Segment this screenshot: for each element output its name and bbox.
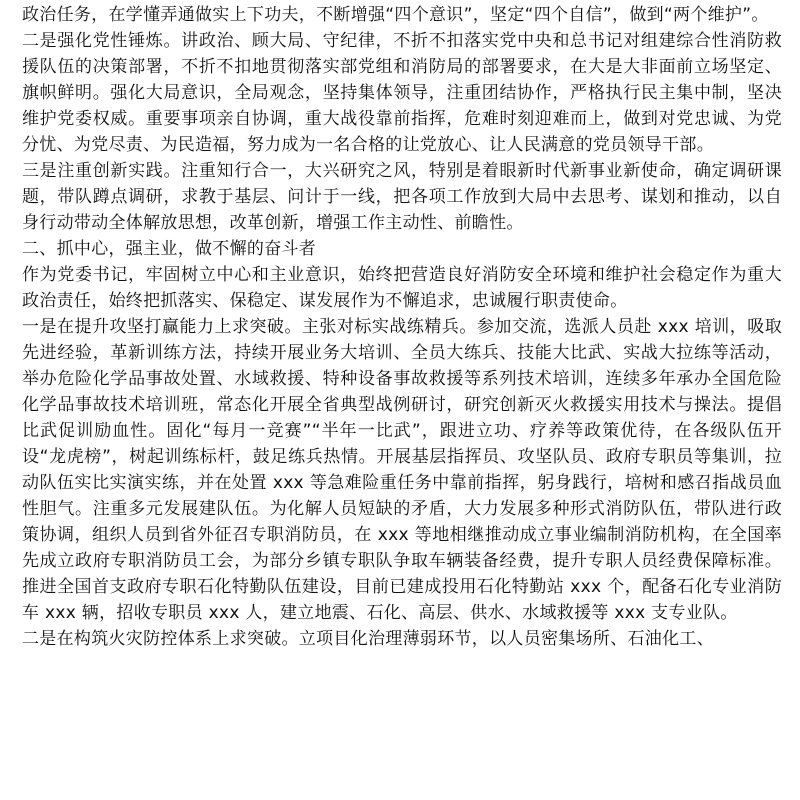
paragraph-innovation-practice: 三是注重创新实践。注重知行合一，大兴研究之风，特别是着眼新时代新事业新使命，确定调研课题，带队蹲点调研，求教于基层、问计于一线，把各项工作放到大局中去思考、谋划和推动，以自身行动带动全体解放思想，改革创新，增强工作主动性、前瞻性。 [22, 161, 782, 233]
section-heading: 二、抓中心，强主业，做不懈的奋斗者 [22, 239, 317, 259]
document-body [22, 2, 782, 652]
paragraph-party-spirit: 二是强化党性锤炼。讲政治、顾大局、守纪律，不折不扣落实党中央和总书记对组建综合性消防救援队伍的决策部署，不折不扣地贯彻落实部党组和消防局的部署要求，在大是大非面前立场坚定、旗帜鲜明。强化大局意识，全局观念，坚持集体领导，注重团结协作，严格执行民主集中制，坚决维护党委权威。重要事项亲自协调，重大战役靠前指挥，危难时刻迎难而上，做到对党忠诚、为党分忧、为党尽责、为民造福，努力成为一名合格的让党放心、让人民满意的党员领导干部。 [22, 31, 782, 155]
paragraph-secretary-role: 作为党委书记，牢固树立中心和主业意识，始终把营造良好消防安全环境和维护社会稳定作为重大政治责任，始终把抓落实、保稳定、谋发展作为不懈追求，忠诚履行职责使命。 [22, 265, 782, 311]
paragraph-intro-continuation: 政治任务，在学懂弄通做实上下功夫，不断增强“四个意识”，坚定“四个自信”，做到“两个维护”。 [22, 5, 769, 25]
paragraph-combat-capability: 一是在提升攻坚打赢能力上求突破。主张对标实战练精兵。参加交流，选派人员赴 xxx 培训，吸取先进经验，革新训练方法，持续开展业务大培训、全员大练兵、技能大比武、实战大拉练等活动，举办危险化学品事故处置、水域救援、特种设备事故救援等系列技术培训，连续多年承办全国危险化学品事故技术培训班，常态化开展全省典型战例研讨，研究创新灭火救援实用技术与操法。提倡比武促训励血性。固化“每月一竞赛”“半年一比武”，跟进立功、疗养等政策优待，在各级队伍开设“龙虎榜”，树起训练标杆，鼓足练兵热情。开展基层指挥员、攻坚队员、政府专职员等集训，拉动队伍实比实演实练，并在处置 xxx 等急难险重任务中靠前指挥，躬身践行，培树和感召指战员血性胆气。注重多元发展建队伍。为化解人员短缺的矛盾，大力发展多种形式消防队伍，带队进行政策协调，组织人员到省外征召专职消防员，在 xxx 等地相继推动成立事业编制消防机构，在全国率先成立政府专职消防员工会，为部分乡镇专职队争取车辆装备经费，提升专职人员经费保障标准。推进全国首支政府专职石化特勤队伍建设，目前已建成投用石化特勤站 xxx 个，配备石化专业消防车 xxx 辆，招收专职员 xxx 人，建立地震、石化、高层、供水、水域救援等 xxx 支专业队。 [22, 317, 782, 623]
paragraph-fire-prevention: 二是在构筑火灾防控体系上求突破。立项目化治理薄弱环节，以人员密集场所、石油化工、 [22, 629, 714, 649]
